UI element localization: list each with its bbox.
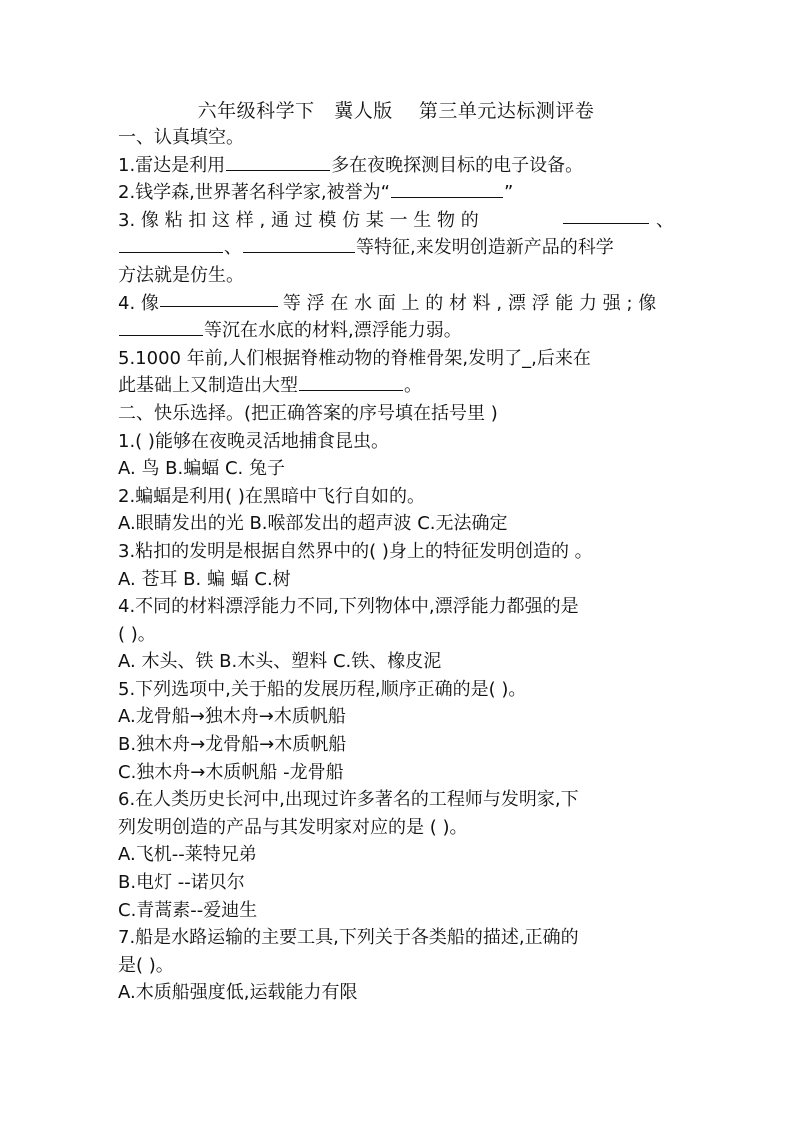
choice-question-6-option-b: B.电灯 --诺贝尔 [118,872,245,894]
answer-blank [563,207,649,224]
answer-blank [299,374,403,391]
choice-question-1-options: A. 鸟 B.蝙蝠 C. 兔子 [118,458,285,480]
fill-question-5-line1: 5.1000 年前,人们根据脊椎动物的脊椎骨架,发明了_,后来在 [118,347,591,369]
q3-line2-text-b: 等特征,来发明创造新产品的科学 [356,237,614,259]
choice-question-7-line1: 7.船是水路运输的主要工具,下列关于各类船的描述,正确的 [118,927,579,949]
fill-question-2 [118,179,674,207]
answer-blank [119,319,203,336]
choice-question-5-option-c: C.独木舟→木质帆船 -龙骨船 [118,761,344,783]
exam-title: 六年级科学下 冀人版 第三单元达标测评卷 [197,100,595,122]
fill-question-3-line2 [118,234,674,262]
q2-text-a: 2.钱学森,世界著名科学家,被誉为“ [118,182,390,204]
choice-question-5: 5.下列选项中,关于船的发展历程,顺序正确的是( )。 [118,678,527,700]
q1-text-b: 多在夜晚探测目标的电子设备。 [331,154,584,176]
section1-heading: 一、认真填空。 [118,127,244,148]
answer-blank [119,236,223,253]
choice-question-6-option-c: C.青蒿素--爱迪生 [118,899,258,921]
q4-line2-text: 等沉在水底的材料,漂浮能力弱。 [204,320,462,342]
choice-question-4-line2: ( )。 [118,623,156,645]
section2-heading: 二、快乐选择。(把正确答案的序号填在括号里 ) [118,402,498,424]
choice-question-2: 2.蝙蝠是利用( )在黑暗中飞行自如的。 [118,485,425,507]
choice-question-6-option-a: A.飞机--莱特兄弟 [118,844,257,866]
exam-page [118,98,674,1007]
choice-question-6-line1: 6.在人类历史长河中,出现过许多著名的工程师与发明家,下 [118,789,579,811]
fill-question-1 [118,152,674,180]
q3-text-a: 3. 像 粘 扣 这 样 , 通 过 模 仿 某 一 生 物 的 [118,209,479,231]
choice-question-6-line2: 列发明创造的产品与其发明家对应的是 ( )。 [118,816,468,838]
fill-question-3-line3: 方法就是仿生。 [118,264,244,286]
answer-blank [226,154,330,171]
choice-question-7-option-a: A.木质船强度低,运载能力有限 [118,982,358,1004]
fill-question-4-line1 [118,290,674,318]
choice-question-3: 3.粘扣的发明是根据自然界中的( )身上的特征发明创造的 。 [118,540,593,562]
q5-text-b: 。 [404,375,422,397]
q2-text-b: ” [503,182,514,204]
fill-question-4-line2 [118,317,674,345]
choice-question-1: 1.( )能够在夜晚灵活地捕食昆虫。 [118,430,389,452]
choice-question-2-options: A.眼睛发出的光 B.喉部发出的超声波 C.无法确定 [118,513,508,535]
q3-line2-text-a: 、 [224,237,242,259]
q5-text-a: 此基础上又制造出大型 [118,375,298,397]
q1-text-a: 1.雷达是利用 [118,154,226,176]
choice-question-3-options: A. 苍耳 B. 蝙 蝠 C.树 [118,568,291,590]
answer-blank [160,290,278,307]
choice-question-4-options: A. 木头、铁 B.木头、塑料 C.铁、橡皮泥 [118,651,442,673]
choice-question-5-option-b: B.独木舟→龙骨船→木质帆船 [118,734,347,756]
choice-question-5-option-a: A.龙骨船→独木舟→木质帆船 [118,706,346,728]
q3-text-b: 、 [656,209,674,231]
fill-question-5-line2 [118,372,674,400]
answer-blank [391,181,503,198]
fill-question-3-line1 [118,207,674,235]
q4-text-b: 等 浮 在 水 面 上 的 材 料 , 漂 浮 能 力 强 ; 像 [282,292,657,314]
choice-question-4-line1: 4.不同的材料漂浮能力不同,下列物体中,漂浮能力都强的是 [118,596,579,618]
answer-blank [243,236,355,253]
choice-question-7-line2: 是( )。 [118,954,174,976]
q4-text-a: 4. 像 [118,292,159,314]
